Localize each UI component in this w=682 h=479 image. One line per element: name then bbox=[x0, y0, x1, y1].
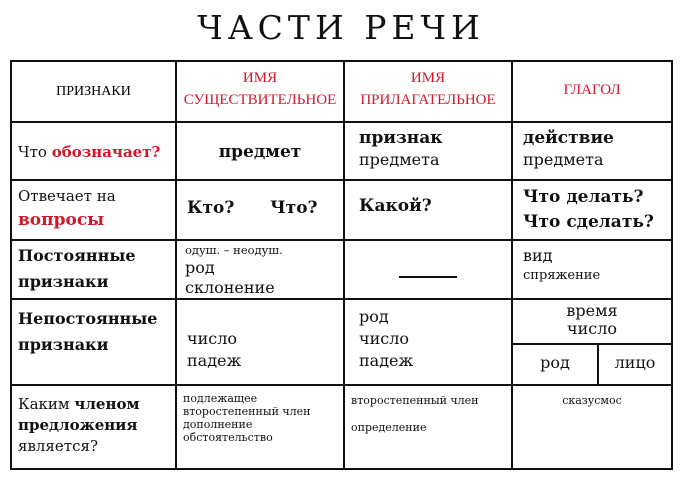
variable-label-line2: признаки bbox=[18, 335, 109, 354]
constant-row bbox=[11, 240, 672, 299]
member-row bbox=[11, 385, 672, 469]
meaning-noun-cell bbox=[176, 122, 344, 180]
meaning-adjective-line1: признак bbox=[359, 128, 443, 148]
header-features: ПРИЗНАКИ bbox=[56, 84, 131, 99]
page-title: ЧАСТИ РЕЧИ bbox=[197, 8, 485, 47]
header-adjective-cell bbox=[344, 61, 512, 122]
header-noun-line2: СУЩЕСТВИТЕЛЬНОЕ bbox=[183, 92, 337, 108]
variable-label-line1: Непостоянные bbox=[18, 309, 158, 328]
constant-verb-conjugation: спряжение bbox=[523, 268, 601, 283]
parts-of-speech-table bbox=[10, 60, 673, 470]
meaning-verb-cell bbox=[512, 122, 672, 180]
variable-verb-tense: время bbox=[566, 301, 618, 320]
header-adjective-line2: ПРИЛАГАТЕЛЬНОЕ bbox=[360, 92, 496, 108]
meaning-label-cell bbox=[11, 122, 176, 180]
header-row bbox=[11, 61, 672, 122]
member-adjective-secondary: второстепенный член bbox=[351, 394, 479, 407]
meaning-label-prefix: Что bbox=[18, 143, 52, 161]
constant-noun-gender: род bbox=[185, 258, 215, 277]
variable-verb-person: лицо bbox=[614, 353, 656, 372]
header-adjective-line1: ИМЯ bbox=[410, 70, 446, 86]
questions-verb-line1: Что делать? bbox=[523, 187, 644, 207]
member-label-bold2: предложения bbox=[18, 416, 138, 434]
member-label-cell bbox=[11, 385, 176, 469]
meaning-adjective-cell bbox=[344, 122, 512, 180]
member-noun-adverbial: обстоятельство bbox=[183, 431, 273, 444]
member-noun-secondary: второстепенный член bbox=[183, 405, 311, 418]
questions-verb-line2: Что сделать? bbox=[523, 212, 654, 232]
member-adjective-cell bbox=[344, 385, 512, 469]
questions-label-line1: Отвечает на bbox=[18, 187, 116, 205]
header-verb-cell bbox=[512, 61, 672, 122]
questions-label-highlight: вопросы bbox=[18, 210, 105, 230]
variable-verb-gender: род bbox=[540, 353, 570, 372]
meaning-label-highlight: обозначает? bbox=[51, 143, 161, 161]
member-label-prefix: Каким bbox=[18, 395, 75, 413]
variable-adjective-number: число bbox=[359, 329, 409, 348]
questions-row bbox=[11, 180, 672, 240]
constant-label-cell bbox=[11, 240, 176, 299]
member-verb-cell bbox=[512, 385, 672, 469]
meaning-verb-line2: предмета bbox=[523, 150, 604, 169]
member-verb-predicate: сказусмос bbox=[562, 394, 622, 407]
variable-verb-cell bbox=[512, 299, 672, 385]
variable-verb-divider-h bbox=[513, 343, 671, 345]
constant-noun-animacy: одуш. – неодуш. bbox=[185, 243, 283, 257]
variable-adjective-case: падеж bbox=[359, 351, 414, 370]
variable-row bbox=[11, 299, 672, 385]
variable-adjective-cell bbox=[344, 299, 512, 385]
member-noun-cell bbox=[176, 385, 344, 469]
constant-noun-cell bbox=[176, 240, 344, 299]
header-noun-line1: ИМЯ bbox=[242, 70, 278, 86]
variable-adjective-gender: род bbox=[359, 307, 389, 326]
questions-label-cell bbox=[11, 180, 176, 240]
questions-noun-who: Кто? bbox=[187, 198, 235, 218]
variable-noun-case: падеж bbox=[187, 351, 242, 370]
constant-adjective-cell bbox=[344, 240, 512, 299]
questions-adjective-cell bbox=[344, 180, 512, 240]
constant-label-line2: признаки bbox=[18, 272, 109, 291]
meaning-verb-line1: действие bbox=[523, 128, 614, 148]
constant-label-line1: Постоянные bbox=[18, 246, 136, 265]
meaning-noun: предмет bbox=[218, 142, 302, 162]
variable-label-cell bbox=[11, 299, 176, 385]
member-label-suffix: является? bbox=[18, 437, 98, 455]
header-verb: ГЛАГОЛ bbox=[563, 82, 621, 98]
meaning-adjective-line2: предмета bbox=[359, 150, 440, 169]
member-noun-subject: подлежащее bbox=[183, 392, 258, 405]
variable-noun-cell bbox=[176, 299, 344, 385]
constant-verb-aspect: вид bbox=[523, 246, 553, 265]
constant-adjective-dash bbox=[399, 276, 457, 278]
questions-noun-cell bbox=[176, 180, 344, 240]
questions-noun-what: Что? bbox=[270, 198, 318, 218]
variable-verb-number: число bbox=[567, 319, 617, 338]
meaning-row bbox=[11, 122, 672, 180]
member-adjective-attribute: определение bbox=[351, 421, 427, 434]
questions-adjective: Какой? bbox=[359, 196, 432, 216]
constant-verb-cell bbox=[512, 240, 672, 299]
variable-noun-number: число bbox=[187, 329, 237, 348]
questions-verb-cell bbox=[512, 180, 672, 240]
header-noun-cell bbox=[176, 61, 344, 122]
constant-noun-declension: склонение bbox=[185, 278, 275, 297]
header-features-cell bbox=[11, 61, 176, 122]
member-noun-object: дополнение bbox=[183, 418, 253, 431]
member-label-bold1: членом bbox=[74, 395, 140, 413]
